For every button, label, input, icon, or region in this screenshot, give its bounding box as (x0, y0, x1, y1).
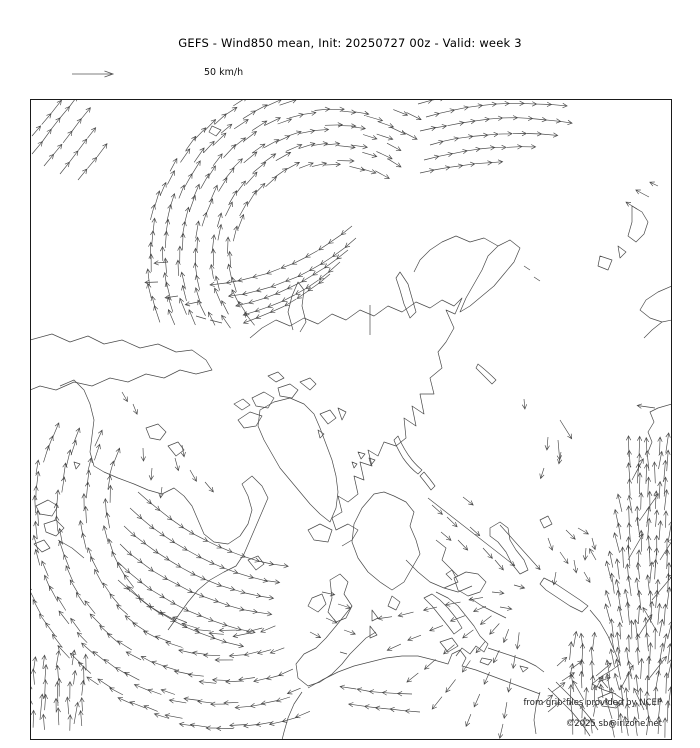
legend-wind-arrow-icon (72, 71, 113, 77)
coast-aral-sea (540, 516, 552, 528)
coast-alaska-north-coast (30, 334, 212, 390)
coast-iceland (308, 524, 332, 542)
coast-japan (598, 206, 648, 270)
coast-persian-gulf (540, 578, 588, 612)
coast-med-islands (340, 610, 528, 672)
legend-speed-label: 50 km/h (204, 67, 244, 78)
coast-novaya-zemlya (394, 436, 435, 490)
coast-scandinavia (352, 492, 420, 590)
coast-primorye-coast (640, 286, 672, 338)
coast-arctic-shore-islets (196, 305, 370, 335)
coast-ireland (308, 594, 326, 612)
coast-eurasia-arctic-coast (250, 298, 462, 546)
coast-stlawrence-region (34, 500, 84, 558)
coast-franz-josef-land (352, 452, 375, 468)
coast-canadian-archipelago (234, 372, 316, 428)
coast-gulf-of-finland (444, 586, 472, 592)
map-frame (31, 100, 672, 740)
coast-denmark (388, 596, 400, 610)
coast-right-edge-river (648, 404, 672, 452)
coast-kuril-islands (524, 266, 540, 281)
coast-africa-west-coast (282, 692, 302, 740)
wind-arrows-layer (28, 89, 674, 738)
coast-caspian-sea (490, 522, 528, 574)
coast-lake-baikal (476, 364, 496, 384)
coast-baltic-sea (406, 540, 458, 588)
coastlines-layer (30, 126, 672, 740)
coast-wrangel-island (209, 126, 221, 136)
coast-canada-mainland (60, 380, 268, 630)
coast-great-britain (328, 574, 352, 622)
coast-svalbard (318, 408, 346, 438)
coast-sakhalin (396, 272, 416, 318)
coast-italy (424, 594, 462, 652)
coast-black-sea (446, 570, 486, 596)
page-title: GEFS - Wind850 mean, Init: 20250727 00z - Valid: week 3 (178, 36, 522, 50)
coast-africa-north-coast (308, 650, 540, 694)
coast-anatolia (470, 598, 544, 672)
coast-kamchatka (460, 240, 520, 312)
coast-greenland (258, 398, 338, 522)
coast-newfoundland (248, 556, 264, 570)
coast-canada-lakes (74, 424, 184, 469)
coast-chukotka-peninsula (288, 282, 306, 332)
coast-balkans-greece (436, 592, 488, 656)
attribution-source: from grib²files provided by NCEP (523, 698, 662, 708)
coast-arabian-coast (590, 610, 624, 708)
attribution-copyright: ©2025 sb@irizone.net (565, 719, 662, 729)
coast-okhotsk-coast (414, 236, 498, 272)
coast-europe-atlantic-coast (296, 606, 376, 686)
